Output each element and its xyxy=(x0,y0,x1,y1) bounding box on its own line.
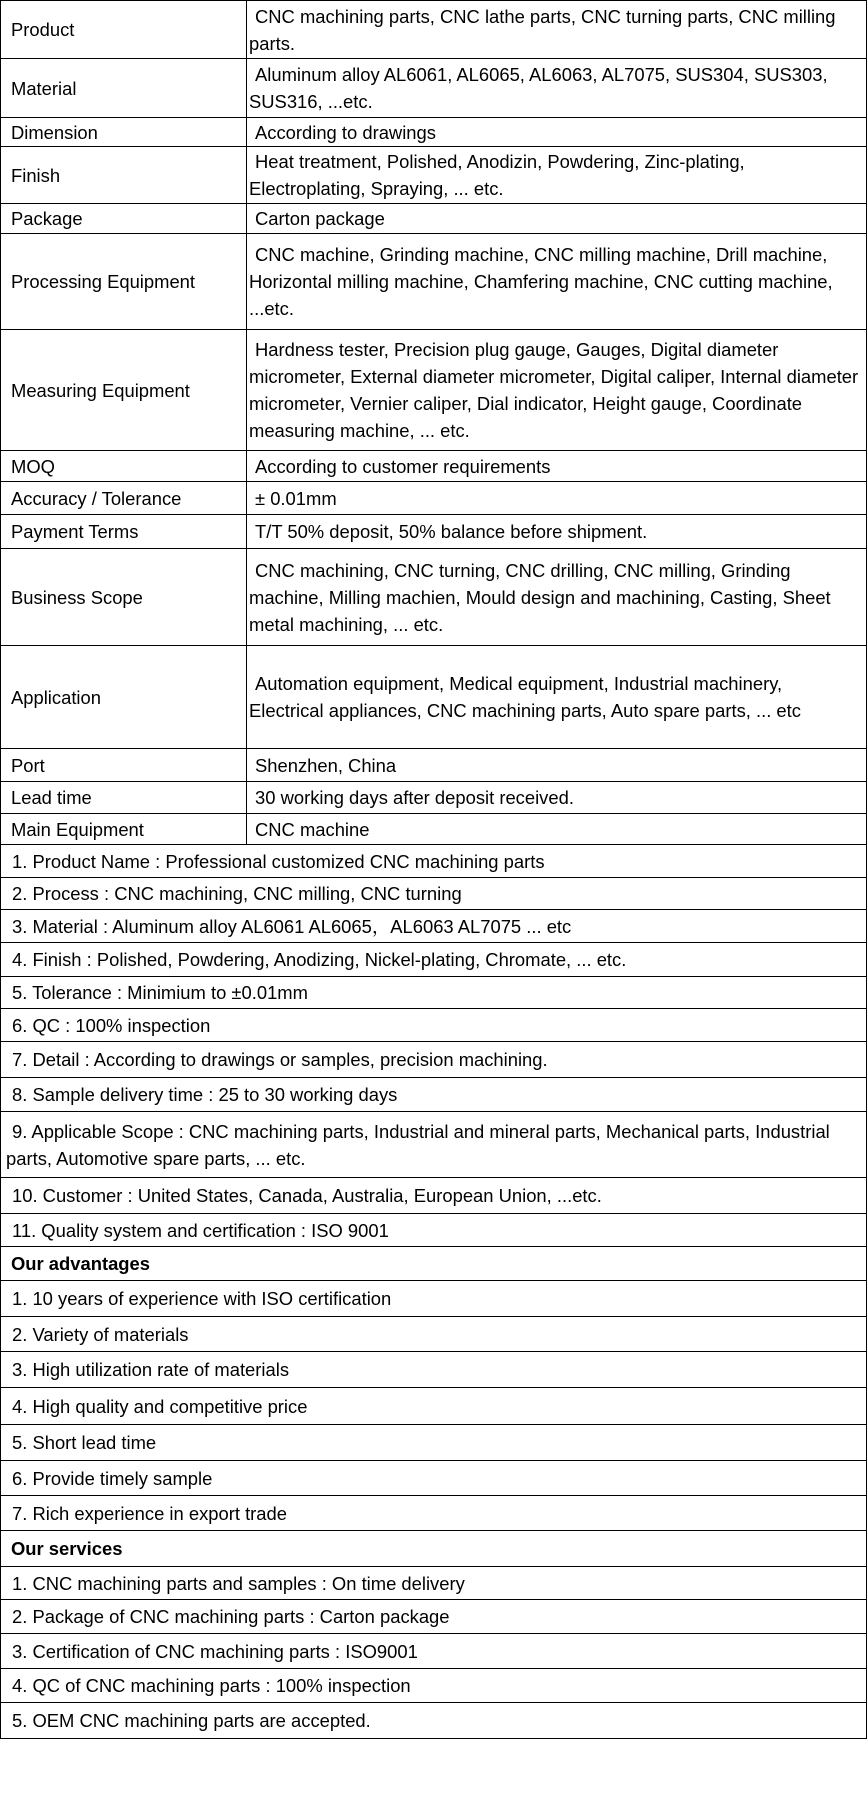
detail-text: 9. Applicable Scope : CNC machining parts, Industrial and mineral parts, Mechanical parts, Industrial parts, Automotive spare parts, ... etc. xyxy=(1,1112,867,1178)
detail-text: 4. Finish : Polished, Powdering, Anodizing, Nickel-plating, Chromate, ... etc. xyxy=(1,943,867,977)
spec-value: According to drawings xyxy=(247,118,867,147)
spec-row-application xyxy=(1,646,867,749)
detail-text: 2. Process : CNC machining, CNC milling, CNC turning xyxy=(1,878,867,910)
service-row xyxy=(1,1567,867,1600)
spec-label: Payment Terms xyxy=(1,515,247,549)
advantage-text: 7. Rich experience in export trade xyxy=(1,1496,867,1531)
spec-label: MOQ xyxy=(1,451,247,482)
advantage-row xyxy=(1,1496,867,1531)
spec-row-lead-time xyxy=(1,782,867,814)
spec-row-accuracy xyxy=(1,482,867,515)
spec-value: CNC machining, CNC turning, CNC drilling, CNC milling, Grinding machine, Milling machien, Mould design and machining, Casting, Sheet metal machining, ... etc. xyxy=(247,549,867,646)
detail-row xyxy=(1,977,867,1009)
spec-value: 30 working days after deposit received. xyxy=(247,782,867,814)
detail-row xyxy=(1,1112,867,1178)
spec-label: Measuring Equipment xyxy=(1,330,247,451)
detail-text: 7. Detail : According to drawings or samples, precision machining. xyxy=(1,1042,867,1078)
detail-text: 10. Customer : United States, Canada, Australia, European Union, ...etc. xyxy=(1,1178,867,1214)
service-text: 2. Package of CNC machining parts : Carton package xyxy=(1,1600,867,1634)
spec-label: Package xyxy=(1,204,247,234)
service-row xyxy=(1,1703,867,1739)
spec-value: CNC machine xyxy=(247,814,867,845)
spec-row-main-equipment xyxy=(1,814,867,845)
spec-row-port xyxy=(1,749,867,782)
spec-value: CNC machining parts, CNC lathe parts, CNC turning parts, CNC milling parts. xyxy=(247,1,867,59)
detail-row xyxy=(1,1078,867,1112)
spec-row-finish xyxy=(1,147,867,204)
spec-value: T/T 50% deposit, 50% balance before shipment. xyxy=(247,515,867,549)
advantage-row xyxy=(1,1461,867,1496)
service-row xyxy=(1,1669,867,1703)
detail-row xyxy=(1,1178,867,1214)
spec-row-material xyxy=(1,59,867,118)
spec-row-dimension xyxy=(1,118,867,147)
spec-value: Hardness tester, Precision plug gauge, Gauges, Digital diameter micrometer, External diameter micrometer, Digital caliper, Internal diameter micrometer, Vernier caliper, Dial indicator, Height gauge, Coordinate measuring machine, ... etc. xyxy=(247,330,867,451)
services-heading-row xyxy=(1,1531,867,1567)
spec-value: Aluminum alloy AL6061, AL6065, AL6063, AL7075, SUS304, SUS303, SUS316, ...etc. xyxy=(247,59,867,118)
detail-row xyxy=(1,910,867,943)
detail-row xyxy=(1,878,867,910)
spec-label: Accuracy / Tolerance xyxy=(1,482,247,515)
advantages-heading-row xyxy=(1,1247,867,1281)
advantage-text: 4. High quality and competitive price xyxy=(1,1388,867,1425)
advantage-row xyxy=(1,1388,867,1425)
spec-value: Automation equipment, Medical equipment, Industrial machinery, Electrical appliances, CNC machining parts, Auto spare parts, ... etc xyxy=(247,646,867,749)
spec-label: Product xyxy=(1,1,247,59)
spec-value: CNC machine, Grinding machine, CNC milling machine, Drill machine, Horizontal milling machine, Chamfering machine, CNC cutting machine, ...etc. xyxy=(247,234,867,330)
advantage-text: 6. Provide timely sample xyxy=(1,1461,867,1496)
spec-row-payment-terms xyxy=(1,515,867,549)
service-row xyxy=(1,1600,867,1634)
advantage-text: 5. Short lead time xyxy=(1,1425,867,1461)
service-text: 4. QC of CNC machining parts : 100% inspection xyxy=(1,1669,867,1703)
service-text: 3. Certification of CNC machining parts : ISO9001 xyxy=(1,1634,867,1669)
spec-row-moq xyxy=(1,451,867,482)
advantages-heading: Our advantages xyxy=(1,1247,867,1281)
service-text: 5. OEM CNC machining parts are accepted. xyxy=(1,1703,867,1739)
detail-text: 11. Quality system and certification : ISO 9001 xyxy=(1,1214,867,1247)
detail-row xyxy=(1,1009,867,1042)
spec-label: Processing Equipment xyxy=(1,234,247,330)
advantage-row xyxy=(1,1317,867,1352)
detail-text: 3. Material : Aluminum alloy AL6061 AL6065，AL6063 AL7075 ... etc xyxy=(1,910,867,943)
spec-value: Heat treatment, Polished, Anodizin, Powdering, Zinc-plating, Electroplating, Spraying, ... etc. xyxy=(247,147,867,204)
detail-text: 5. Tolerance : Minimium to ±0.01mm xyxy=(1,977,867,1009)
spec-row-measuring-equipment xyxy=(1,330,867,451)
detail-text: 8. Sample delivery time : 25 to 30 working days xyxy=(1,1078,867,1112)
spec-value: Carton package xyxy=(247,204,867,234)
spec-label: Business Scope xyxy=(1,549,247,646)
spec-value: According to customer requirements xyxy=(247,451,867,482)
detail-row xyxy=(1,1214,867,1247)
spec-row-product xyxy=(1,1,867,59)
detail-text: 6. QC : 100% inspection xyxy=(1,1009,867,1042)
advantage-row xyxy=(1,1425,867,1461)
advantage-text: 1. 10 years of experience with ISO certification xyxy=(1,1281,867,1317)
spec-label: Material xyxy=(1,59,247,118)
spec-label: Port xyxy=(1,749,247,782)
advantage-text: 3. High utilization rate of materials xyxy=(1,1352,867,1388)
spec-value: ± 0.01mm xyxy=(247,482,867,515)
detail-text: 1. Product Name : Professional customized CNC machining parts xyxy=(1,845,867,878)
spec-label: Lead time xyxy=(1,782,247,814)
advantage-text: 2. Variety of materials xyxy=(1,1317,867,1352)
spec-label: Application xyxy=(1,646,247,749)
detail-row xyxy=(1,1042,867,1078)
advantage-row xyxy=(1,1352,867,1388)
spec-row-business-scope xyxy=(1,549,867,646)
spec-label: Dimension xyxy=(1,118,247,147)
spec-value: Shenzhen, China xyxy=(247,749,867,782)
spec-label: Finish xyxy=(1,147,247,204)
advantage-row xyxy=(1,1281,867,1317)
spec-label: Main Equipment xyxy=(1,814,247,845)
detail-row xyxy=(1,943,867,977)
spec-row-processing-equipment xyxy=(1,234,867,330)
service-text: 1. CNC machining parts and samples : On time delivery xyxy=(1,1567,867,1600)
spec-row-package xyxy=(1,204,867,234)
services-heading: Our services xyxy=(1,1531,867,1567)
service-row xyxy=(1,1634,867,1669)
detail-row xyxy=(1,845,867,878)
